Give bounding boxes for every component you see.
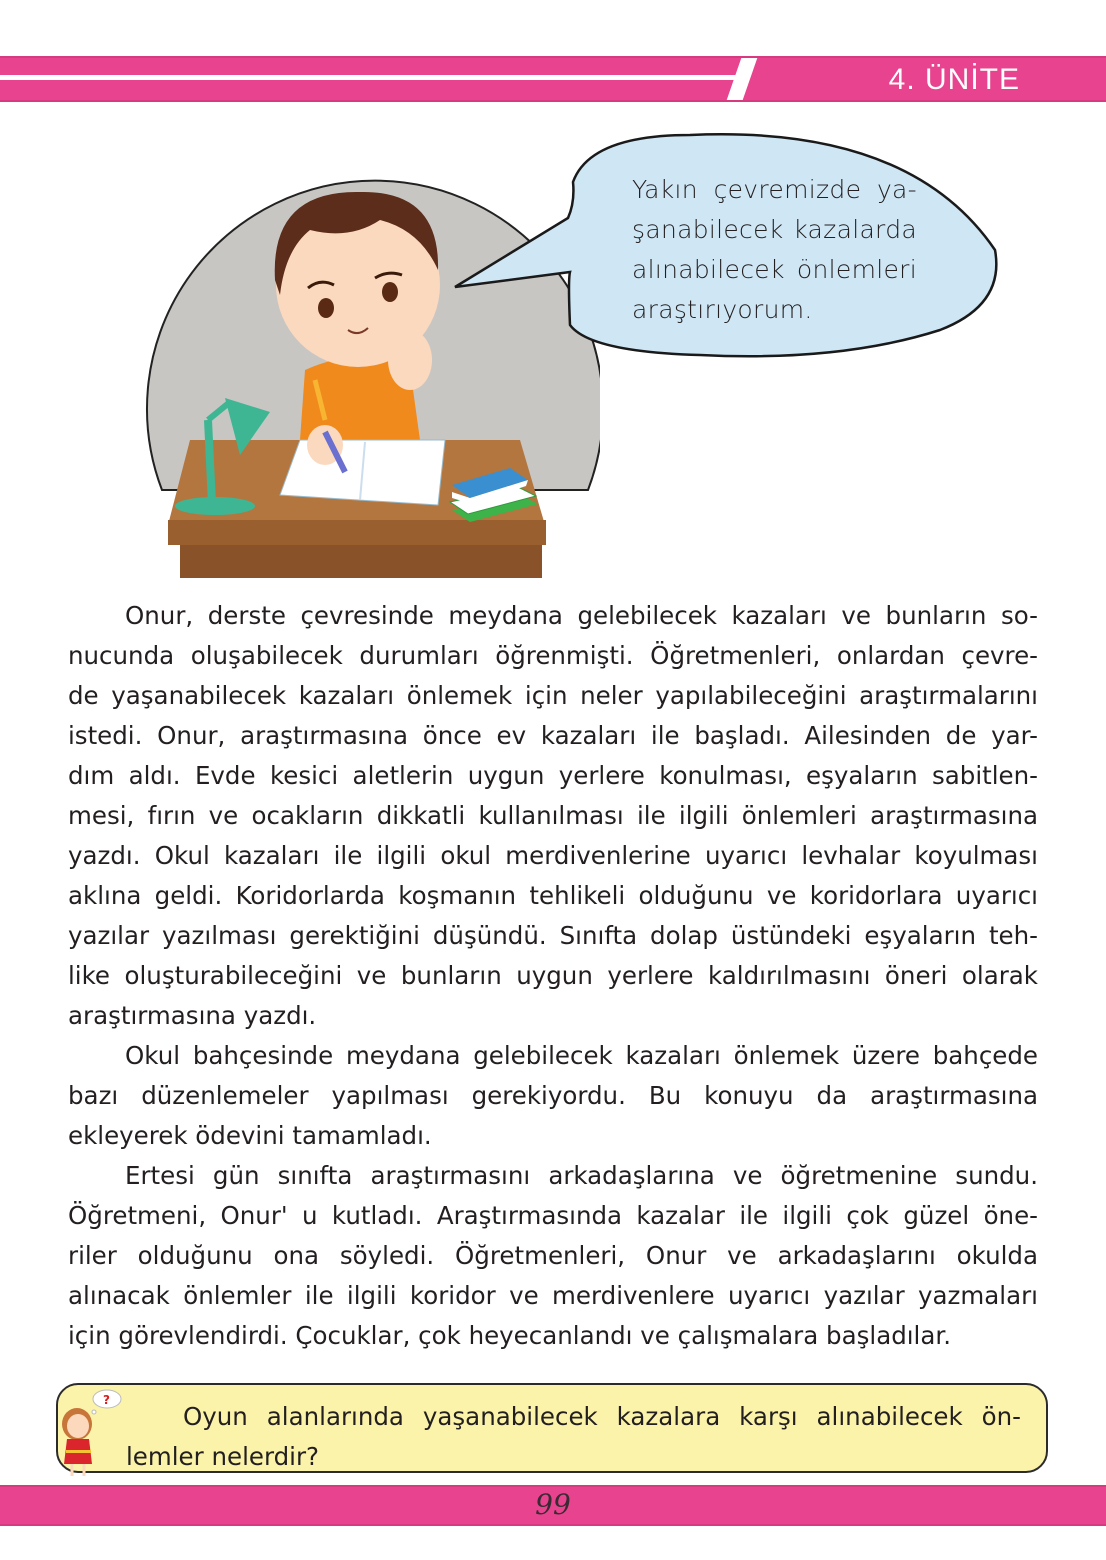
- question-line: Oyun alanlarında yaşanabilecek kazalara karşı alınabilecek ön-: [183, 1402, 1021, 1431]
- question-line: lemler nelerdir?: [126, 1442, 320, 1471]
- bubble-line: araştırıyorum.: [632, 295, 813, 324]
- bubble-line: alınabilecek önlemleri: [632, 255, 917, 284]
- page-number: 99: [535, 1488, 571, 1521]
- story-line: nucunda oluşabilecek durumları öğrenmişti. Öğretmenleri, onlardan çevre-: [68, 641, 1038, 670]
- story-line: bazı düzenlemeler yapılması gerekiyordu. Bu konuyu da araştırmasına: [68, 1081, 1038, 1110]
- speech-bubble-text: [632, 170, 917, 330]
- story-line: Okul bahçesinde meydana gelebilecek kazaları önlemek üzere bahçede: [125, 1041, 1038, 1070]
- story-line: mesi, fırın ve ocakların dikkatli kullanılması ile ilgili önlemleri araştırmasına: [68, 801, 1038, 830]
- story-line: istedi. Onur, araştırmasına önce ev kazaları ile başladı. Ailesinden de yar-: [68, 721, 1038, 750]
- story-line: yazdı. Okul kazaları ile ilgili okul merdivenlerine uyarıcı levhalar koyulması: [68, 841, 1038, 870]
- story-line: Ertesi gün sınıfta araştırmasını arkadaşlarına ve öğretmenine sundu.: [125, 1161, 1038, 1190]
- bubble-line: şanabilecek kazalarda: [632, 215, 917, 244]
- unit-title: 4. ÜNİTE: [888, 63, 1020, 96]
- story-line: alınacak önlemler ile ilgili koridor ve merdivenlere uyarıcı yazılar yazmaları: [68, 1281, 1038, 1310]
- question-text: [126, 1397, 1021, 1477]
- story-text: [68, 596, 1038, 1356]
- story-line: like oluşturabileceğini ve bunların uygun yerlere kaldırılmasını öneri olarak: [68, 961, 1038, 990]
- story-line: de yaşanabilecek kazaları önlemek için neler yapılabileceğini araştırmalarını: [68, 681, 1038, 710]
- story-line: için görevlendirdi. Çocuklar, çok heyecanlandı ve çalışmalara başladılar.: [68, 1321, 951, 1350]
- story-line: ekleyerek ödevini tamamladı.: [68, 1121, 432, 1150]
- bubble-line: Yakın çevremizde ya-: [632, 175, 917, 204]
- story-line: aklına geldi. Koridorlarda koşmanın tehlikeli olduğunu ve koridorlara uyarıcı: [68, 881, 1038, 910]
- story-line: araştırmasına yazdı.: [68, 1001, 317, 1030]
- svg-text:?: ?: [103, 1393, 110, 1407]
- thinking-girl-icon: [52, 1384, 132, 1479]
- story-line: riler olduğunu ona söyledi. Öğretmenleri, Onur ve arkadaşlarını okulda: [68, 1241, 1038, 1270]
- story-line: Öğretmeni, Onur' u kutladı. Araştırmasında kazalar ile ilgili çok güzel öne-: [68, 1201, 1038, 1230]
- story-line: dım aldı. Evde kesici aletlerin uygun yerlere konulması, eşyaların sabitlen-: [68, 761, 1038, 790]
- story-line: yazılar yazılması gerektiğini düşündü. Sınıfta dolap üstündeki eşyaların teh-: [68, 921, 1038, 950]
- open-notebook-icon: [280, 440, 445, 505]
- story-line: Onur, derste çevresinde meydana gelebilecek kazaları ve bunların so-: [125, 601, 1038, 630]
